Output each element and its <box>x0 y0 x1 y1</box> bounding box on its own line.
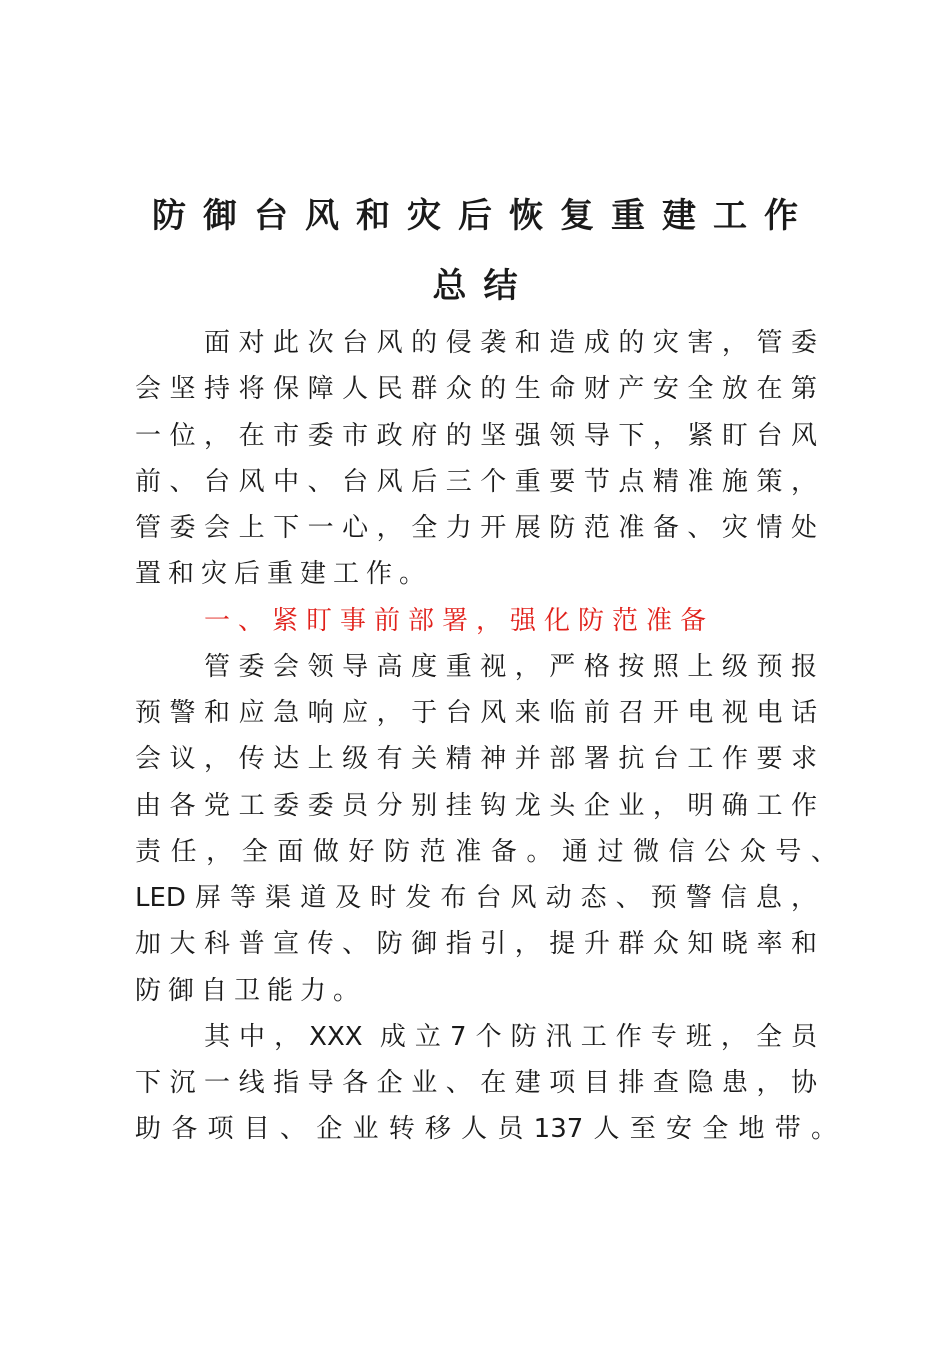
paragraph-3-line: 其中，XXX 成立7个防汛工作专班，全员 <box>204 1022 817 1052</box>
paragraph-3-line: 下沉一线指导各企业、在建项目排查隐患，协 <box>135 1068 817 1098</box>
paragraph-2-line: LED屏等渠道及时发布台风动态、预警信息， <box>135 883 817 913</box>
document-title-line-1: 防御台风和灾后恢复重建工作 <box>152 196 815 236</box>
paragraph-2-line: 加大科普宣传、防御指引，提升群众知晓率和 <box>135 929 817 959</box>
paragraph-2-line: 管委会领导高度重视，严格按照上级预报 <box>204 652 817 682</box>
paragraph-2-line: 责任，全面做好防范准备。通过微信公众号、 <box>135 837 837 867</box>
paragraph-2-line: 由各党工委委员分别挂钩龙头企业，明确工作 <box>135 791 817 821</box>
paragraph-1-line: 一位，在市委市政府的坚强领导下，紧盯台风 <box>135 421 817 451</box>
paragraph-1-line: 前、台风中、台风后三个重要节点精准施策， <box>135 467 817 497</box>
paragraph-1-line: 面对此次台风的侵袭和造成的灾害，管委 <box>204 328 817 358</box>
section-1-heading: 一、紧盯事前部署，强化防范准备 <box>204 606 715 636</box>
document-title-line-2: 总结 <box>432 266 535 306</box>
paragraph-1-line: 置和灾后重建工作。 <box>135 559 433 589</box>
paragraph-2-line: 防御自卫能力。 <box>135 976 367 1006</box>
paragraph-2-line: 预警和应急响应，于台风来临前召开电视电话 <box>135 698 817 728</box>
paragraph-1-line: 管委会上下一心，全力开展防范准备、灾情处 <box>135 513 817 543</box>
paragraph-1-line: 会坚持将保障人民群众的生命财产安全放在第 <box>135 374 817 404</box>
paragraph-3-line: 助各项目、企业转移人员137人至安全地带。 <box>135 1114 837 1144</box>
paragraph-2-line: 会议，传达上级有关精神并部署抗台工作要求 <box>135 744 817 774</box>
